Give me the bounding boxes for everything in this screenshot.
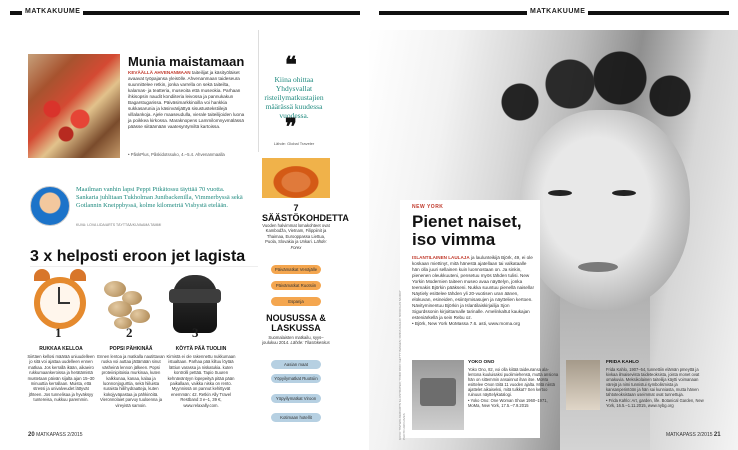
nousu-heading: NOUSUSSA & LASKUSSA — [266, 313, 326, 333]
pill-up-2: Päivämatkat Ruotsiin — [271, 281, 321, 290]
nousu-text: Suomalaisten matkailu, syys–joulukuu 2014. — [262, 335, 324, 346]
saasto-source: Lähde: Forex — [290, 239, 327, 250]
yoko-info: Yoko Ono: One Woman Show 1960–1971, MoMa, New York, 17.5.–7.9.2015 — [468, 397, 548, 408]
folio-right-label: MATKAPASS 2/2015 — [666, 432, 713, 438]
saasto-body — [262, 223, 330, 250]
article-text: ja laulunteikijä Björk, 49, ei ole koskaan miettinyt, mitä hänestä ajatellaan tai valkataalle hän olla juuri sellainen kuin luonnostaan on. Ja sinkin, pienenen oleukkuuteni, pensetuu myös tähden tulisi. New Yorkin Modernien taiteen museo avaa näyttelyn, jonka teemakis Björkin pääkseni. Nukka suuntuu pienellä naisella! Näytiely esittelee tähden yli 20-vuotisen uran äänen, elokuvan, esineiden, esiintymisasujen ja näyttelien kertoen. Nävityminentuu Björkin ja Islantilaiskirjailija Sjon Sigurdssonin kirjoittamalle tarinalle. Amelinkaltut kaukajan esteniärkellä ja sein Rebu oz. — [412, 255, 534, 320]
item-title-3: KÖYTÄ PÄÄ TUOLIIN — [175, 346, 227, 352]
folio-left-label: MATKAPASS 2/2015 — [36, 432, 83, 438]
article-kicker: NEW YORK — [412, 204, 444, 210]
munia-body — [128, 70, 246, 130]
nousu-body — [262, 335, 330, 346]
frida-photo — [566, 360, 600, 410]
yoko-photo — [412, 360, 464, 430]
item-body-1: Siirtäen kellosi määrää uniuudelleen jo sitä voi ajattaa uudelleen ennen matkaa. Jos kerrallä ikään, aikaeiro rukkumaankeroissa ja herätämistä mustetaan päivän sijalta ajan 15–30 minuuttia kerrallaan. Muista, että stressi ja univalveudet lättyvät jthteen. Jos tunnelisaa ja hyväksyy tuntereisa, nukkuu paremmin. — [27, 354, 95, 403]
yoko-body: Yoko Ono, 82, voi olla kiitää taideuransa ala-lentona kuuluisaksi puolimiehensä, mutta ansiona hän on sittemmin ansainnut ihan itse. MoMa esittelee Onon töitä 11 vuoden ajalta. Mitä niistä ajattelet aikaiseksi, mitä tulkkat? Sen kertoo ruinuus näyttelykatalogi. • Yoko Ono: One Woman Show 1960–1971, MoMa, New York, 17.5.–7.9.2015 — [468, 367, 559, 408]
article-heading: Pienet naiset, iso vimma — [412, 212, 522, 249]
item-body-2: Ennen lentoa ja matkalla nautittavan ruoka voi auttaa jättämään sinut väsheinä lennon jälkeen. Popsi proteiinipitoisia murkinaa, kuten kalkkunaa, kanaa, kalaa ja luonnonjogurttia, sekä hiiluista suraista hiilihydraatteja, kuten kokojyväpastaa ja pähkinöitä. Vieronnolaiet parvuy tuuloenna ja vireyistä samoin. — [97, 354, 165, 408]
pepi-text: Maailman vanhin lapsi Peppi Pitkätossu täyttää 70 vuotta. Sankaria juhlitaan Tukholman Junibackenilla, Vimmerbyssä sekä Gotlannin Kneippbyssä, kolme kilometriä Visbystä etelään. — [76, 186, 243, 209]
article-info: Björk, New York MoMassa 7.6. asti, www.moma.org — [414, 321, 521, 326]
item-number-2: 2 — [126, 325, 133, 340]
market-photo — [28, 54, 120, 158]
yoko-heading: YOKO ONO — [468, 360, 495, 365]
quote-close-icon: ❞ — [285, 114, 297, 140]
pill-down-3: Yöpyilymatkat Viroon — [271, 394, 321, 403]
item-title-2: POPSI PÄHKINÄÄ — [109, 346, 153, 352]
folio-right — [666, 432, 721, 438]
frida-text: Frida Kahlo, 1907–54, tunnettiin elämän pmeyttä ja kivkaa ilmaisevista taideteoksista, joista monet ovat omakuvia. Meksikolainen taiteilija käytti voimanaan värejä ja nimi tunnistui symbolismista ja kansanperintöön ja hän sai kunniasta, mutta hänen tahtoteoksistaan useimmat ovat tunnettuja. — [606, 367, 700, 398]
pill-up-1: Päivämatkat Venäjälle — [271, 265, 321, 274]
pill-down-2: Yöpyilymatkat Ruotsiin — [271, 374, 321, 383]
article-body: ISLANTILAINEN LAULAJA ja laulunteikijä Björk, 49, ei ole koskaan miettinyt, mitä hänestä ajatellaan tai valkataalle hän olla juuri sellainen kuin luonnostaan on. Ja sinkin, pienenen oleukkuuteni, pensetuu myös tähden tulisi. New Yorkin Modernien taiteen museo avaa näyttelyn, jonka teemakis Björkin pääkseni. Nukka suuntuu pienellä naisella! Näytiely esittelee tähden yli 20-vuotisen uran äänen, elokuvan, esineiden, esiintymisasujen ja näyttelien kertoen. Nävityminentuu Björkin ja Islantilaiskirjailija Sjon Sigurdssonin kirjoittamalle tarinalle. Amelinkaltut kaukajan esteniärkellä ja sein Rebu oz. • Björk, New York MoMassa 7.6. asti, www.moma.org — [412, 255, 534, 326]
saasto-text: Vuoden halvimmat lomakohteet ovat Kambodža, Vietnam, Filippiinit ja Thaimaa, Eurooppassa Liettua, Puola, Slovakia ja Unkari. — [262, 223, 330, 245]
jetlag-rule — [30, 266, 258, 267]
bjork-lips — [578, 262, 618, 272]
section-tag: MATKAKUUME — [22, 8, 83, 15]
frida-body: Frida Kahlo, 1907–54, tunnettiin elämän pmeyttä ja kivkaa ilmaisevista taideteoksista, joista monet ovat omakuvia. Meksikolainen taiteilija käytti voimanaan värejä ja nimi tunnistui symbolismista ja kansanperintöön ja hän sai kunniasta, mutta hänen tahtoteoksistaan useimmat ovat tunnettuja. • Frida Kahlo: Art, garden, life. Botanical Garden, New York, 16.5.–1.11.2015, www.nybg.org — [606, 367, 704, 408]
item-number-1: 1 — [55, 325, 62, 340]
section-tag-right: MATKAKUUME — [527, 8, 588, 15]
page-number-left: 20 — [28, 432, 35, 438]
munia-info: • PåskPlus, Påskidotssuko, 4.–5.4. Ahvenanmaalla — [128, 152, 225, 157]
quote-text: Kiina ohittaa Yhdysvallat risteilymatkustajien määrässä kuudessa vuodessa. — [264, 75, 324, 120]
jetlag-heading: 3 x helposti eroon jet lagista — [30, 248, 246, 265]
pill-down-1: Aasian maat — [271, 360, 321, 369]
photo-credit: KUVA: TIM WALKER/ARTS ILLUSTRATED; YOKO ONO: GETTY IMAGES; FRIDA KAHLO: NICKOLAS MURAY PHOTO ARCHIVES — [398, 290, 406, 440]
pill-up-3: Espanja — [271, 297, 321, 306]
munia-info-text: PåskPlus, Påskidotssuko, 4.–5.4. Ahvenanmaalla — [130, 152, 225, 157]
pepi-caption: KUVA: LOVA LIDA/ARTS TÄYTTÄÄ/KUVAAMA TAMMI — [76, 223, 162, 227]
pepi-photo — [30, 186, 70, 226]
bjork-eye-right — [612, 190, 636, 196]
folio-left — [28, 432, 83, 438]
bjork-eye-left — [548, 190, 572, 196]
frida-info: Frida Kahlo: Art, garden, life. Botanical Garden, New York, 16.5.–1.11.2015, www.nybg.org — [606, 397, 704, 408]
item-body-3: Kirnistä ei ole rakennettu nukkumaan istualtaan. Parhaa pää kiltuu löytää lättiun varassa ja niskatukia. kuten kontrolli pettää. Tapio Suuren kehnäväntyyn lopepeityä pitää pään paikallaan, vaikka niska on rento. Myynnissä on pannut kehittyvät enemmän: 42. Retkin Ally Travel Restband 3 e–1, 39 €, www.relaxally.com. — [166, 354, 236, 408]
item-title-1: RUKKAA KELLOA — [39, 346, 83, 352]
nousu-source: Lähde: Tilastokeskus — [290, 340, 330, 346]
bjork-hair — [470, 30, 720, 150]
pill-down-4: Kotimaan hotellit — [271, 413, 321, 422]
munia-text: taiteilijat ja käsityöläiset avaavat työpajansa yleisölle. Ahvenanmaan taideseura suunnittelee retkin, jonka varrella on sekä taiteilta, kalamas- ja teatteria, museoita että museokia. Parhaan ihkisopsin naudit kondiiteria leivossa ja pannukakun Bagarstugarissa. Päiväsimarkkinoilla voi hankkia sukkasarunia ja käsinvärijättyä sisustustekstiilejä villalankoja. Ajele maaseudulla, vierale taiteilijoiden luona ja poikkea kirkossa. Maraknopens Lammilomnyvmälässä päässe siitäämään vaatesyntymiltä kartoissa. — [128, 70, 245, 129]
frida-heading: FRIDA KAHLO — [606, 360, 639, 365]
traveler-photo — [262, 158, 330, 198]
quote-open-icon: ❝ — [285, 52, 297, 78]
article-lead: ISLANTILAINEN LAULAJA — [412, 255, 470, 260]
munia-heading: Munia maistamaan — [128, 54, 245, 69]
yoko-text: Yoko Ono, 82, voi olla kiitää taideuransa ala-lentona kuuluisaksi puolimiehensä, mutta ansiona hän on sittemmin ansainnut ihan itse. MoMa esittelee Onon töitä 11 vuoden ajalta. Mitä niistä ajattelet aikaiseksi, mitä tulkkat? Sen kertoo ruinuus näyttelykatalogi. — [468, 367, 559, 398]
munia-lead: KEVÄÄLLÄ AHVENANMAAN — [128, 70, 191, 75]
item-number-3: 3 — [192, 325, 199, 340]
page-number-right: 21 — [713, 432, 721, 438]
saasto-heading: 7 SÄÄSTÖKOHDETTA — [262, 203, 349, 223]
quote-source: Lähde: Global Traveler — [273, 141, 315, 146]
